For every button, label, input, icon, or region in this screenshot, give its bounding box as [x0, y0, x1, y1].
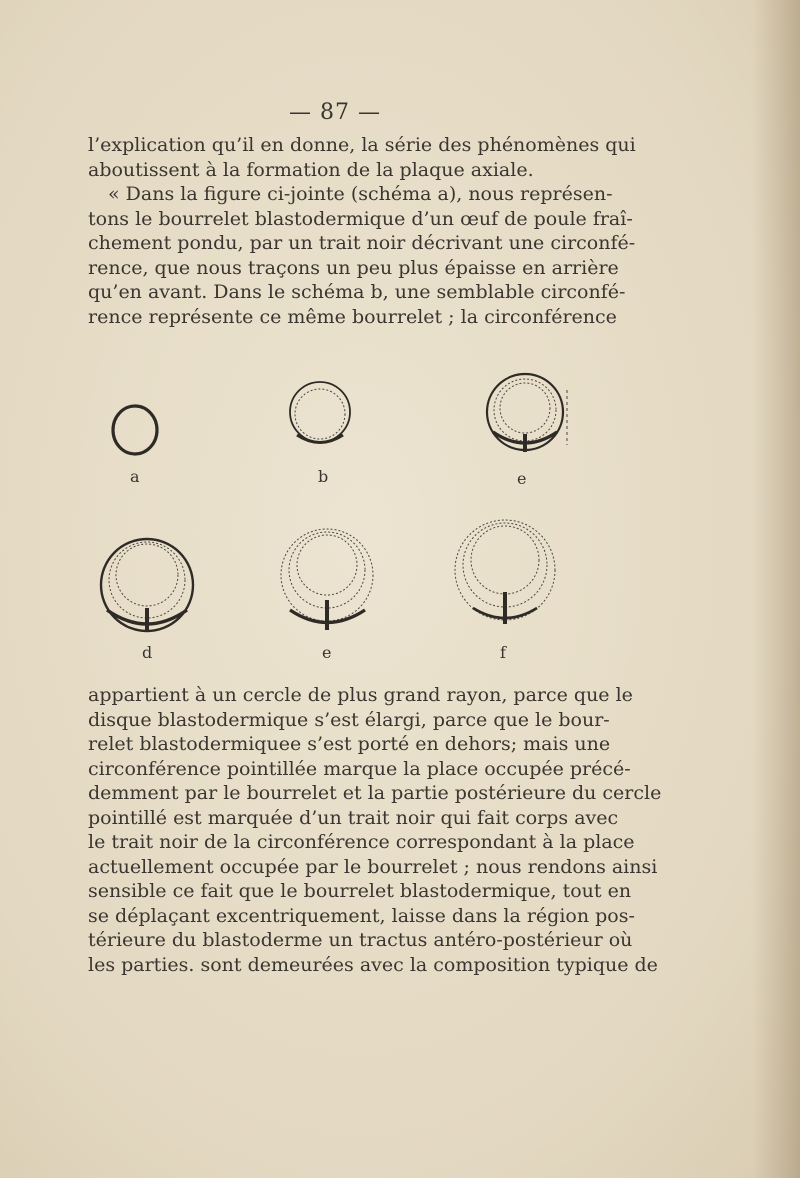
schema-f — [455, 520, 555, 662]
schema-label-a: a — [130, 467, 140, 486]
text-line: disque blastodermique s’est élargi, parce que le bour- — [88, 708, 610, 731]
text-line: aboutissent à la formation de la plaque axiale. — [88, 158, 534, 181]
text-line: actuellement occupée par le bourrelet ; nous rendons ainsi — [88, 855, 658, 878]
text-line: les parties. sont demeurées avec la composition typique de — [88, 953, 658, 976]
schema-label-d: d — [142, 643, 153, 662]
text-line: sensible ce fait que le bourrelet blastodermique, tout en — [88, 880, 632, 902]
schema-d — [101, 539, 193, 662]
schema-b — [290, 382, 350, 486]
page-number: — 87 — — [289, 100, 381, 125]
text-line: rence, que nous traçons un peu plus épaisse en arrière — [88, 256, 619, 279]
text-line: demment par le bourrelet et la partie postérieure du cercle — [88, 782, 662, 804]
schema-label-b: b — [318, 467, 329, 486]
paragraph-quote — [88, 182, 636, 329]
text-line: chement pondu, par un trait noir décrivant une circonfé- — [88, 232, 636, 254]
schema-label-f: f — [500, 643, 506, 662]
text-line: « Dans la figure ci-jointe (schéma a), nous représen- — [108, 183, 613, 205]
text-line: qu’en avant. Dans le schéma b, une semblable circonfé- — [88, 281, 626, 303]
paragraph-after-figure — [88, 683, 662, 977]
schema-c — [487, 374, 567, 488]
schema-label-e: e — [322, 643, 332, 662]
text-line: le trait noir de la circonférence correspondant à la place — [88, 831, 635, 853]
text-line: l’explication qu’il en donne, la série des phénomènes qui — [88, 134, 636, 156]
text-line: se déplaçant excentriquement, laisse dans la région pos- — [88, 904, 635, 927]
paragraph-continuation — [88, 133, 636, 182]
text-line: circonférence pointillée marque la place occupée précé- — [88, 757, 631, 780]
text-line: relet blastodermiquee s’est porté en dehors; mais une — [88, 733, 611, 755]
page-edge-shadow — [752, 0, 800, 1178]
text-block-top — [88, 133, 636, 329]
text-line: appartient à un cercle de plus grand rayon, parce que le — [88, 684, 633, 706]
text-line: tons le bourrelet blastodermique d’un œuf de poule fraî- — [88, 207, 633, 230]
schema-a — [113, 406, 157, 486]
text-block-bottom — [88, 683, 662, 977]
schema-label-c: e — [517, 469, 527, 488]
blastoderm-schema-figure — [85, 370, 595, 670]
schema-e — [281, 529, 373, 662]
text-line: pointillé est marquée d’un trait noir qui fait corps avec — [88, 806, 619, 829]
text-line: térieure du blastoderme un tractus antéro-postérieur où — [88, 929, 633, 951]
text-line: rence représente ce même bourrelet ; la circonférence — [88, 305, 617, 328]
